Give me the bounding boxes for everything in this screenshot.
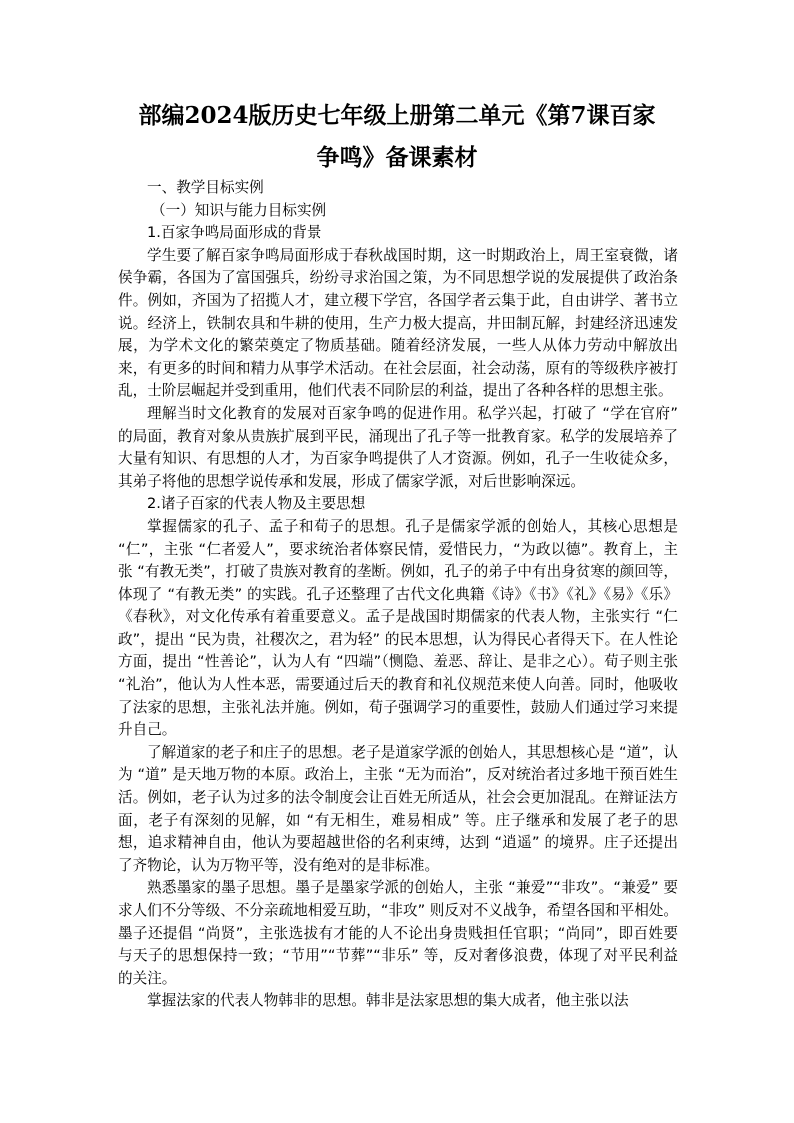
- paragraph-confucianism: 掌握儒家的孔子、孟子和荀子的思想。孔子是儒家学派的创始人，其核心思想是 “仁”，主张 “仁者爱人”，要求统治者体察民情，爱惜民力，“为政以德”。教育上，主张 “有教无类”，打破了贵族对教育的垄断。例如，孔子的弟子中有出身贫寒的颜回等，体现了 “有教无类” 的实践。孔子还整理了古代文化典籍《诗》《书》《礼》《易》《乐》《春秋》，对文化传承有着重要意义。孟子是战国时期儒家的代表人物，主张实行 “仁政”，提出 “民为贵，社稷次之，君为轻” 的民本思想，认为得民心者得天下。在人性论方面，提出 “性善论”，认为人有 “四端”（恻隐、羞恶、辞让、是非之心）。荀子则主张 “礼治”，他认为人性本恶，需要通过后天的教育和礼仪规范来使人向善。同时，他吸收了法家的思想，主张礼法并施。例如，荀子强调学习的重要性，鼓励人们通过学习来提升自己。: [118, 517, 678, 739]
- paragraph-mohism: 熟悉墨家的墨子思想。墨子是墨家学派的创始人，主张 “兼爱”“非攻”。“兼爱” 要求人们不分等级、不分亲疏地相爱互助，“非攻” 则反对不义战争，希望各国和平相处。墨子还提倡 “尚贤”，主张选拔有才能的人不论出身贵贱担任官职；“尚同”，即百姓要与天子的思想保持一致；“节用”“节葬”“非乐” 等，反对奢侈浪费，体现了对平民利益的关注。: [118, 879, 678, 987]
- section-heading: 一、教学目标实例: [147, 179, 264, 196]
- paragraph-background: 学生要了解百家争鸣局面形成于春秋战国时期，这一时期政治上，周王室衰微，诸侯争霸，各国为了富国强兵，纷纷寻求治国之策，为不同思想学说的发展提供了政治条件。例如，齐国为了招揽人才，建立稷下学宫，各国学者云集于此，自由讲学、著书立说。经济上，铁制农具和牛耕的使用，生产力极大提高，井田制瓦解，封建经济迅速发展，为学术文化的繁荣奠定了物质基础。随着经济发展，一些人从体力劳动中解放出来，有更多的时间和精力从事学术活动。在社会层面，社会动荡，原有的等级秩序被打乱，士阶层崛起并受到重用，他们代表不同阶层的利益，提出了各种各样的思想主张。: [118, 246, 678, 400]
- document-body: [118, 177, 678, 1013]
- topic-heading: 2.诸子百家的代表人物及主要思想: [147, 495, 366, 513]
- document-title-line-1: 部编2024版历史七年级上册第二单元《第7课百家: [138, 102, 656, 129]
- paragraph-taoism: 了解道家的老子和庄子的思想。老子是道家学派的创始人，其思想核心是 “道”，认为 “道” 是天地万物的本原。政治上，主张 “无为而治”，反对统治者过多地干预百姓生活。例如，老子认为过多的法令制度会让百姓无所适从，社会会更加混乱。在辩证法方面，老子有深刻的见解，如 “有无相生，难易相成” 等。庄子继承和发展了老子的思想，追求精神自由，他认为要超越世俗的名利束缚，达到 “逍遥” 的境界。庄子还提出了齐物论，认为万物平等，没有绝对的是非标准。: [118, 743, 678, 874]
- topic-heading: 1.百家争鸣局面形成的背景: [147, 224, 322, 242]
- document-title-line-2: 争鸣》备课素材: [316, 144, 478, 171]
- paragraph-legalism: 掌握法家的代表人物韩非的思想。韩非是法家思想的集大成者，他主张以法: [147, 992, 629, 1010]
- subsection-heading: （一）知识与能力目标实例: [151, 201, 327, 219]
- paragraph-education: 理解当时文化教育的发展对百家争鸣的促进作用。私学兴起，打破了 “学在官府” 的局面，教育对象从贵族扩展到平民，涌现出了孔子等一批教育家。私学的发展培养了大量有知识、有思想的人才，为百家争鸣提供了人才资源。例如，孔子一生收徒众多，其弟子将他的思想学说传承和发展，形成了儒家学派，对后世影响深远。: [118, 404, 678, 490]
